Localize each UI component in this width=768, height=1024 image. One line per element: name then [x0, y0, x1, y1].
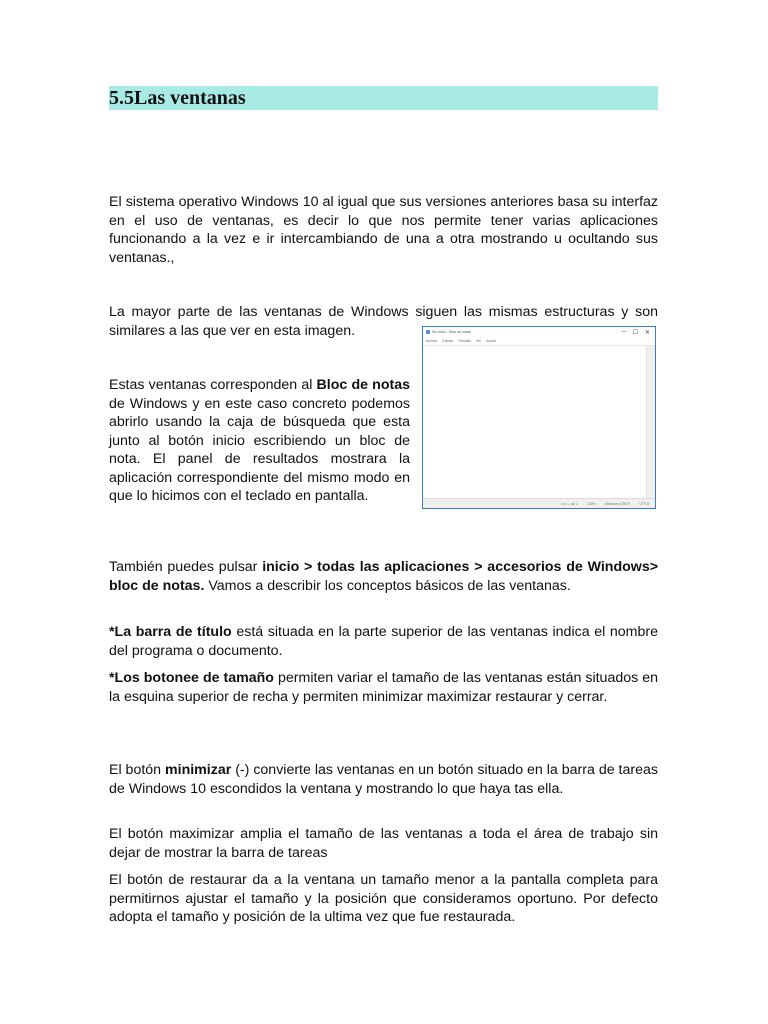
menu-item-ayuda: Ayuda [486, 339, 496, 343]
status-encoding: UTF-8 [639, 501, 649, 506]
paragraph-minimize: El botón minimizar (-) convierte las ventanas en un botón situado en la barra de tareas de Windows 10 escondidos la ventana y mostrando lo que haya tas ella. [109, 762, 658, 797]
section-heading: 5.5Las ventanas [109, 86, 658, 110]
status-zoom: 100% [586, 501, 596, 506]
menu-item-ver: Ver [476, 339, 482, 343]
notepad-window-image [422, 326, 656, 509]
menu-item-archivo: Archivo [426, 339, 438, 343]
paragraph-notepad: Estas ventanas corresponden al Bloc de notas de Windows y en este caso concreto podemos abrirlo usando la caja de búsqueda que esta junto al botón inicio escribiendo un bloc de nota. El panel de resultados mostrara la aplicación correspondiente del mismo modo en que lo hicimos con el teclado en pantalla. [109, 377, 410, 504]
notepad-text-area [423, 346, 646, 499]
menu-item-edicion: Edición [442, 339, 454, 343]
notepad-title-bar [423, 327, 655, 337]
notepad-status-bar [423, 498, 655, 508]
notepad-menu-bar [423, 337, 655, 346]
close-icon: ✕ [644, 329, 650, 336]
paragraph-structure: La mayor parte de las ventanas de Windows siguen las mismas estructuras y son similares a las que ver en esta imagen. [109, 304, 658, 339]
notepad-scrollbar [646, 346, 655, 499]
status-line-ending: Windows (CRLF) [604, 501, 631, 506]
paragraph-size-buttons: *Los botonee de tamaño permiten variar el tamaño de las ventanas están situados en la esquina superior de recha y permiten minimizar maximizar restaurar y cerrar. [109, 670, 659, 705]
paragraph-restore: El botón de restaurar da a la ventana un tamaño menor a la pantalla completa para permitirnos ajustar el tamaño y la posición que consideramos oportuno. Por defecto adopta el tamaño y posición de la ultima vez que fue restaurada. [109, 872, 658, 925]
notepad-title: Sin título - Bloc de notas [432, 330, 471, 334]
paragraph-title-bar: *La barra de título está situada en la parte superior de las ventanas indica el nombre del programa o documento. [109, 624, 659, 659]
paragraph-start-menu: También puedes pulsar inicio > todas las aplicaciones > accesorios de Windows> bloc de notas. Vamos a describir los conceptos básicos de las ventanas. [109, 559, 659, 594]
notepad-icon [426, 330, 430, 334]
paragraph-maximize: El botón maximizar amplia el tamaño de las ventanas a toda el área de trabajo sin dejar de mostrar la barra de tareas [109, 826, 658, 861]
minimize-icon: – [622, 328, 626, 335]
maximize-icon: ☐ [632, 329, 638, 336]
paragraph-intro: El sistema operativo Windows 10 al igual que sus versiones anteriores basa su interfaz en el uso de ventanas, es decir lo que nos permite tener varias aplicaciones funcionando a la vez e ir intercambiando de una a otra mostrando u ocultando sus ventanas., [109, 194, 658, 266]
status-position: Lín 1, col 1 [561, 501, 578, 506]
menu-item-formato: Formato [458, 339, 472, 343]
